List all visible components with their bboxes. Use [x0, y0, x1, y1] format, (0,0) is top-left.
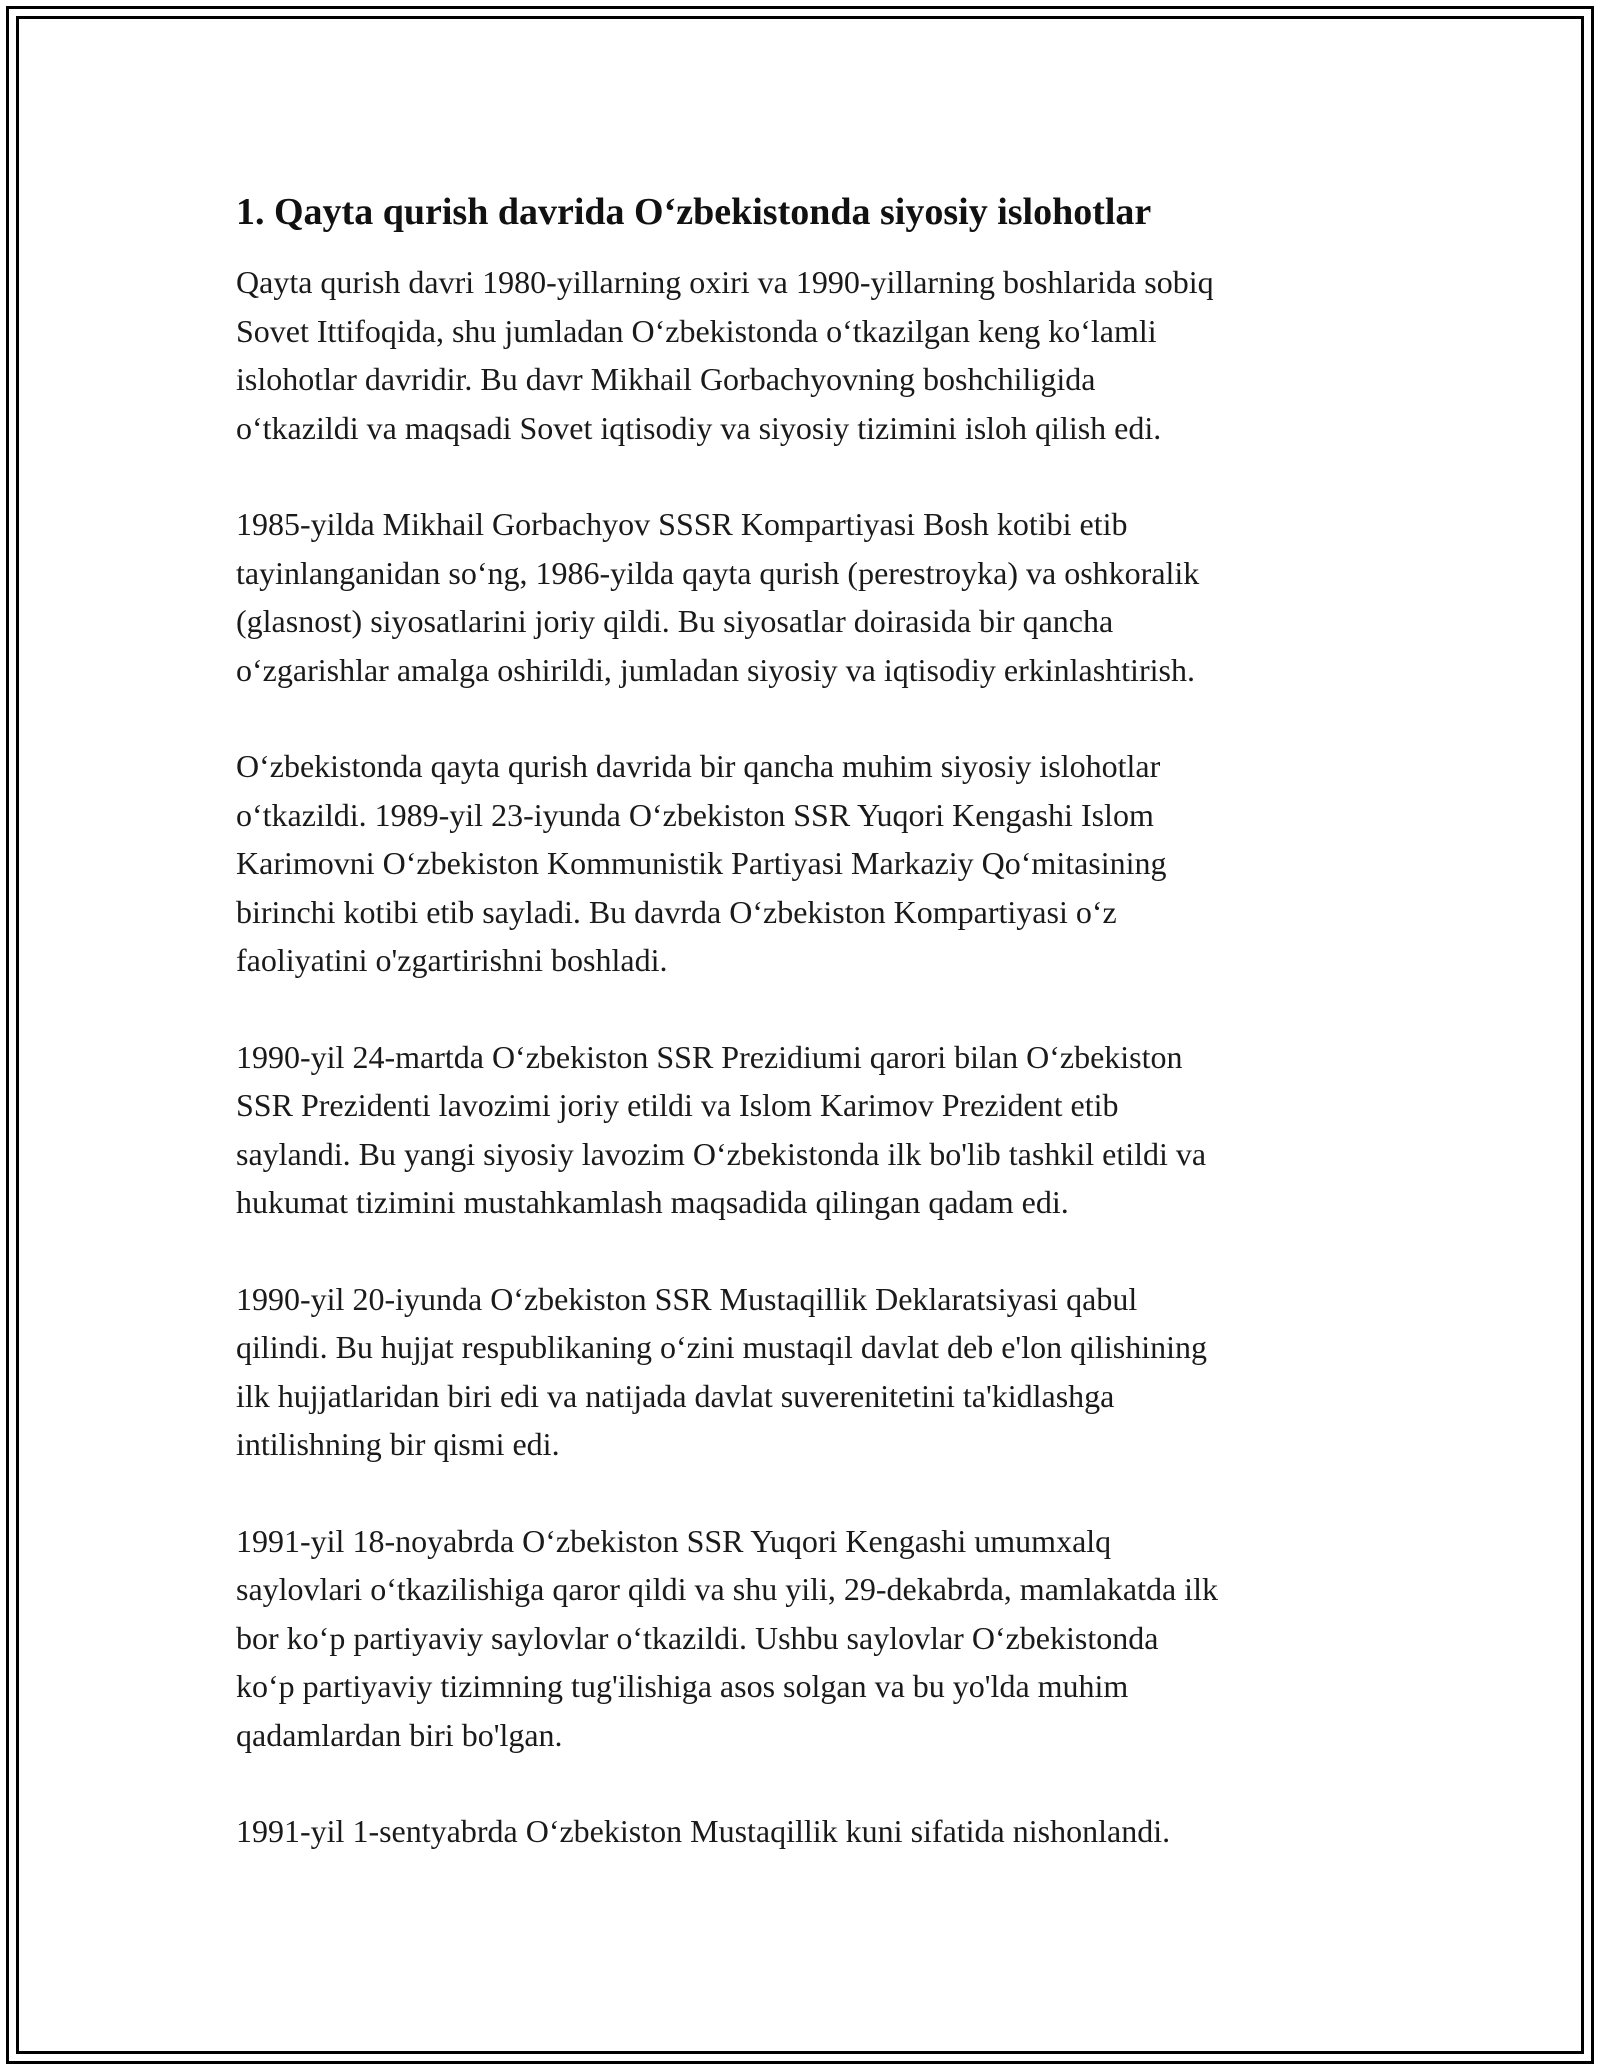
paragraph-line: Qayta qurish davri 1980-yillarning oxiri va 1990-yillarning boshlarida sobiq — [236, 264, 1214, 300]
paragraph-line: ilk hujjatlaridan biri edi va natijada davlat suverenitetini ta'kidlashga — [236, 1377, 1115, 1414]
paragraph-line: intilishning bir qismi edi. — [236, 1426, 560, 1462]
paragraph-line: O‘zbekistonda qayta qurish davrida bir qancha muhim siyosiy islohotlar — [236, 748, 1161, 784]
paragraph — [236, 500, 1396, 694]
paragraph-line: 1990-yil 20-iyunda O‘zbekiston SSR Mustaqillik Deklaratsiyasi qabul — [236, 1280, 1138, 1317]
paragraph-list — [236, 258, 1396, 1856]
paragraph-line: 1990-yil 24-martda O‘zbekiston SSR Prezidiumi qarori bilan O‘zbekiston — [236, 1038, 1183, 1075]
paragraph-line: islohotlar davridir. Bu davr Mikhail Gorbachyovning boshchiligida — [236, 361, 1096, 397]
paragraph — [236, 1033, 1396, 1227]
paragraph-line: 1985-yilda Mikhail Gorbachyov SSSR Kompartiyasi Bosh kotibi etib — [236, 506, 1128, 542]
paragraph-line: tayinlanganidan so‘ng, 1986-yilda qayta qurish (perestroyka) va oshkoralik — [236, 554, 1200, 591]
paragraph-line: o‘tkazildi va maqsadi Sovet iqtisodiy va siyosiy tizimini isloh qilish edi. — [236, 409, 1162, 446]
paragraph-line: Karimovni O‘zbekiston Kommunistik Partiyasi Markaziy Qo‘mitasining — [236, 845, 1167, 881]
paragraph-line: SSR Prezidenti lavozimi joriy etildi va Islom Karimov Prezident etib — [236, 1087, 1119, 1123]
paragraph-line: qilindi. Bu hujjat respublikaning o‘zini mustaqil davlat deb e'lon qilishining — [236, 1329, 1207, 1365]
paragraph-line: qadamlardan biri bo'lgan. — [236, 1716, 563, 1753]
paragraph — [236, 1807, 1396, 1856]
paragraph-line: o‘tkazildi. 1989-yil 23-iyunda O‘zbekiston SSR Yuqori Kengashi Islom — [236, 796, 1154, 833]
paragraph — [236, 1517, 1396, 1760]
paragraph-line: hukumat tizimini mustahkamlash maqsadida qilingan qadam edi. — [236, 1184, 1069, 1220]
document-body — [236, 188, 1396, 1904]
paragraph-line: birinchi kotibi etib sayladi. Bu davrda O‘zbekiston Kompartiyasi o‘z — [236, 893, 1117, 930]
paragraph-line: saylandi. Bu yangi siyosiy lavozim O‘zbekistonda ilk bo'lib tashkil etildi va — [236, 1135, 1207, 1172]
paragraph — [236, 1275, 1396, 1469]
paragraph-line: (glasnost) siyosatlarini joriy qildi. Bu siyosatlar doirasida bir qancha — [236, 603, 1114, 639]
paragraph — [236, 258, 1396, 452]
paragraph-line: ko‘p partiyaviy tizimning tug'ilishiga asos solgan va bu yo'lda muhim — [236, 1668, 1129, 1704]
section-title: 1. Qayta qurish davrida O‘zbekistonda siyosiy islohotlar — [236, 191, 1152, 233]
paragraph-line: o‘zgarishlar amalga oshirildi, jumladan siyosiy va iqtisodiy erkinlashtirish. — [236, 651, 1195, 688]
paragraph-line: 1991-yil 1-sentyabrda O‘zbekiston Mustaqillik kuni sifatida nishonlandi. — [236, 1813, 1171, 1849]
paragraph-line: faoliyatini o'zgartirishni boshladi. — [236, 942, 668, 978]
paragraph — [236, 742, 1396, 985]
paragraph-line: bor ko‘p partiyaviy saylovlar o‘tkazildi. Ushbu saylovlar O‘zbekistonda — [236, 1619, 1159, 1656]
paragraph-line: 1991-yil 18-noyabrda O‘zbekiston SSR Yuqori Kengashi umumxalq — [236, 1522, 1112, 1559]
paragraph-line: Sovet Ittifoqida, shu jumladan O‘zbekistonda o‘tkazilgan keng ko‘lamli — [236, 312, 1157, 349]
paragraph-line: saylovlari o‘tkazilishiga qaror qildi va shu yili, 29-dekabrda, mamlakatda ilk — [236, 1571, 1218, 1607]
